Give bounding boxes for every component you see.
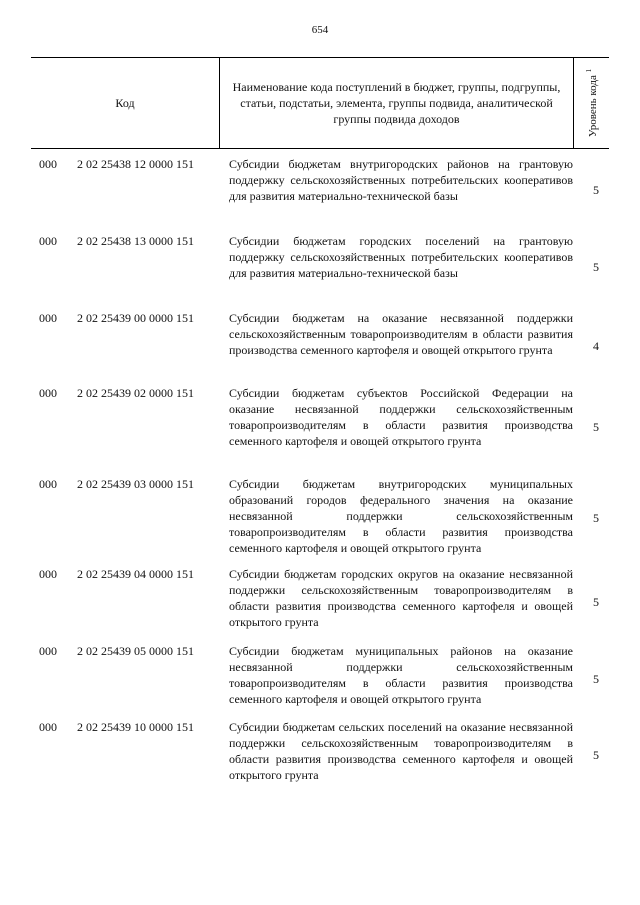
revenue-code: 2 02 25438 12 0000 151: [77, 157, 194, 171]
admin-code: 000: [39, 720, 57, 734]
table-row: [31, 233, 609, 297]
code-level: 5: [593, 672, 599, 686]
revenue-code: 2 02 25439 03 0000 151: [77, 477, 194, 491]
code-level: 5: [593, 420, 599, 434]
table-row: [31, 719, 609, 783]
table-row: [31, 156, 609, 220]
table-row: [31, 476, 609, 556]
table-row: [31, 385, 609, 465]
revenue-code: 2 02 25439 10 0000 151: [77, 720, 194, 734]
admin-code: 000: [39, 567, 57, 581]
code-level: 5: [593, 260, 599, 274]
admin-code: 000: [39, 477, 57, 491]
revenue-name: Субсидии бюджетам внутригородских муниципальных образований городов федерального значения на оказание несвязанной поддержки сельскохозяйственным товаропроизводителям в области развития производства семенного картофеля и овощей открытого грунта: [229, 477, 573, 555]
code-level: 5: [593, 748, 599, 762]
page-number: 654: [311, 24, 329, 36]
admin-code: 000: [39, 644, 57, 658]
revenue-name: Субсидии бюджетам муниципальных районов на оказание несвязанной поддержки сельскохозяйственным товаропроизводителям в области развития производства семенного картофеля и овощей открытого грунта: [229, 644, 573, 706]
revenue-name: Субсидии бюджетам городских поселений на грантовую поддержку сельскохозяйственных потребительских кооперативов для развития материально-технической базы: [229, 234, 573, 280]
admin-code: 000: [39, 311, 57, 325]
table-header: [31, 57, 609, 149]
revenue-code: 2 02 25438 13 0000 151: [77, 234, 194, 248]
code-level: 4: [593, 339, 599, 353]
revenue-code: 2 02 25439 02 0000 151: [77, 386, 194, 400]
revenue-name: Субсидии бюджетам внутригородских районов на грантовую поддержку сельскохозяйственных потребительских кооперативов для развития материально-технической базы: [229, 157, 573, 203]
code-level: 5: [593, 511, 599, 525]
revenue-name: Субсидии бюджетам на оказание несвязанной поддержки сельскохозяйственным товаропроизводителям в области развития производства семенного картофеля и овощей открытого грунта: [229, 311, 573, 357]
header-level-label: Уровень кода $^1$: [584, 68, 599, 138]
table-row: [31, 566, 609, 630]
table-row: [31, 310, 609, 374]
admin-code: 000: [39, 386, 57, 400]
header-code: Код: [31, 58, 220, 148]
revenue-code: 2 02 25439 04 0000 151: [77, 567, 194, 581]
revenue-name: Субсидии бюджетам субъектов Российской Федерации на оказание несвязанной поддержки сельскохозяйственным товаропроизводителям в области развития производства семенного картофеля и овощей открытого грунта: [229, 386, 573, 448]
admin-code: 000: [39, 234, 57, 248]
revenue-code: 2 02 25439 05 0000 151: [77, 644, 194, 658]
admin-code: 000: [39, 157, 57, 171]
table-row: [31, 643, 609, 707]
revenue-name: Субсидии бюджетам сельских поселений на оказание несвязанной поддержки сельскохозяйственным товаропроизводителям в области развития производства семенного картофеля и овощей открытого грунта: [229, 720, 573, 782]
code-level: 5: [593, 595, 599, 609]
footnote-mark: 1: [584, 68, 593, 73]
header-name: Наименование кода поступлений в бюджет, группы, подгруппы, статьи, подстатьи, элемента, группы подвида, аналитической группы подвида доходов: [220, 58, 574, 148]
header-level: [574, 58, 609, 148]
code-level: 5: [593, 183, 599, 197]
revenue-code: 2 02 25439 00 0000 151: [77, 311, 194, 325]
revenue-name: Субсидии бюджетам городских округов на оказание несвязанной поддержки сельскохозяйственным товаропроизводителям в области развития производства семенного картофеля и овощей открытого грунта: [229, 567, 573, 629]
